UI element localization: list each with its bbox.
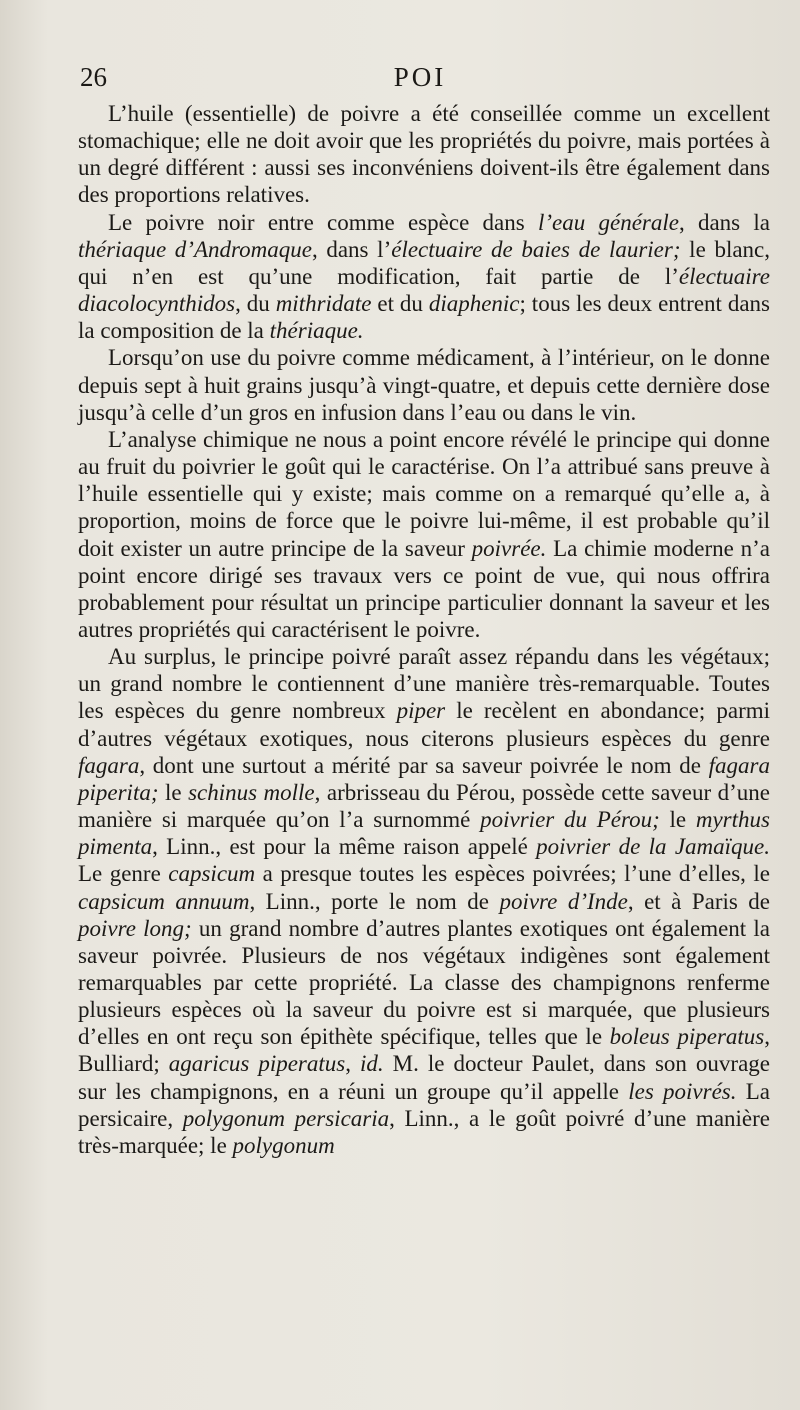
italic-term: électuaire de baies de laurier;: [391, 236, 681, 262]
text-run: , du: [235, 291, 276, 317]
text-run: M. le docteur Paulet, dans son ouvrage sur les champignons, en a réuni un groupe qu’il appelle: [78, 1051, 770, 1104]
text-run: le: [659, 807, 696, 833]
text-run: le blanc, qui n’en est qu’une modification, fait partie de l’: [78, 236, 770, 289]
text-run: un grand nombre d’autres plantes exotiques ont également la saveur poivrée. Plusieurs de nos végétaux indigènes sont également remarquables par cette propriété. La classe des champignons renferme plusieurs espèces où la saveur du poivre est si marquée, que plusieurs d’elles en ont reçu son épithète spécifique, telles que le: [78, 915, 770, 1050]
text-run: L’analyse chimique ne nous a point encore révélé le principe qui donne au fruit du poivrier le goût qui le caractérise. On l’a attribué sans preuve à l’huile essentielle qui y existe; mais comme on a remarqué qu’elle a, à proportion, moins de force que le poivre lui-même, il est probable qu’il doit exister un autre principe de la saveur: [78, 426, 770, 561]
italic-term: capsicum: [168, 861, 256, 887]
italic-term: l’eau générale: [537, 209, 679, 235]
italic-term: les poivrés.: [628, 1078, 737, 1104]
text-run: , dont une surtout a mérité par sa saveur poivrée le nom de: [139, 752, 709, 778]
italic-term: agaricus piperatus: [168, 1051, 346, 1077]
italic-term: polygonum persicaria: [182, 1105, 390, 1131]
text-run: Au surplus, le principe poivré paraît assez répandu dans les végétaux; un grand nombre le contiennent d’une manière très-remarquable. Toutes les espèces du genre nombreux: [78, 644, 770, 724]
page-header: [80, 62, 760, 98]
text-run: La chimie moderne n’a point encore dirigé ses travaux vers ce point de vue, qui nous offrira probablement pour résultat un principe particulier donnant la saveur et les autres propriétés qui caractérisent le poivre.: [78, 535, 770, 642]
body-text: [78, 100, 770, 1159]
text-run: ,: [345, 1051, 360, 1077]
text-run: , Linn., a le goût poivré d’une manière très-marquée; le: [78, 1105, 770, 1158]
text-run: , Linn., est pour la même raison appelé: [152, 834, 537, 860]
paragraph-dosage: [78, 344, 770, 425]
italic-term: polygonum: [232, 1132, 335, 1158]
italic-term: poivrier de la Jamaïque.: [536, 834, 771, 860]
text-run: Le poivre noir entre comme espèce dans: [108, 209, 538, 235]
text-run: , Linn., porte le nom de: [249, 888, 500, 914]
text-run: , arbrisseau du Pérou, possède cette saveur d’une manière si marquée qu’on l’a surnommé: [78, 779, 770, 833]
italic-term: schinus molle: [188, 779, 315, 805]
text-run: Le genre: [78, 861, 169, 887]
text-run: a presque toutes les espèces poivrées; l’une d’elles, le: [255, 861, 770, 887]
italic-term: myrthus pimenta: [78, 807, 770, 860]
italic-term: fagara piperita;: [78, 752, 770, 805]
italic-term: poivrée.: [471, 535, 547, 561]
text-run: , dans la: [678, 209, 770, 235]
text-run: Lorsqu’on use du poivre comme médicament, à l’intérieur, on le donne depuis sept à huit grains jusqu’à vingt-quatre, et depuis cette dernière dose jusqu’à celle d’un gros en infusion dans l’eau ou dans le vin.: [78, 345, 770, 425]
text-run: L’huile (essentielle) de poivre a été conseillée comme un excellent stomachique; elle ne doit avoir que les propriétés du poivre, mais portées à un degré différent : aussi ses inconvéniens doivent-ils être également dans des proportions relatives.: [78, 101, 770, 208]
italic-term: id.: [360, 1051, 384, 1077]
text-run: ; tous les deux entrent dans la composition de la: [78, 291, 770, 344]
text-run: et du: [371, 291, 429, 317]
text-run: , dans l’: [311, 236, 392, 262]
page-number: 26: [80, 62, 107, 92]
italic-term: thériaque.: [269, 318, 364, 344]
italic-term: diaphenic: [428, 291, 520, 317]
text-run: , et à Paris de: [627, 888, 770, 914]
paragraph-black-pepper-uses: [78, 209, 770, 345]
italic-term: capsicum annuum: [78, 888, 250, 914]
text-run: , Bulliard;: [78, 1024, 770, 1077]
text-run: La persicaire,: [78, 1078, 770, 1131]
italic-term: poivrier du Pérou;: [480, 807, 660, 833]
text-run: le: [158, 779, 189, 805]
italic-term: thériaque d’Andromaque: [78, 236, 312, 262]
italic-term: fagara: [78, 752, 140, 778]
paragraph-essential-oil: [78, 100, 770, 209]
running-head: POI: [393, 62, 447, 92]
paragraph-peppery-plants: [78, 643, 770, 1159]
italic-term: piper: [396, 698, 446, 724]
italic-term: poivre long;: [78, 915, 192, 941]
text-run: le recèlent en abondance; parmi d’autres végétaux exotiques, nous citerons plusieurs espèces du genre: [78, 698, 771, 751]
italic-term: poivre d’Inde: [499, 888, 628, 914]
italic-term: électuaire diacolocynthidos: [78, 263, 770, 317]
italic-term: boleus piperatus: [609, 1024, 765, 1050]
italic-term: mithridate: [275, 291, 372, 317]
paragraph-chemical-analysis: [78, 426, 770, 643]
